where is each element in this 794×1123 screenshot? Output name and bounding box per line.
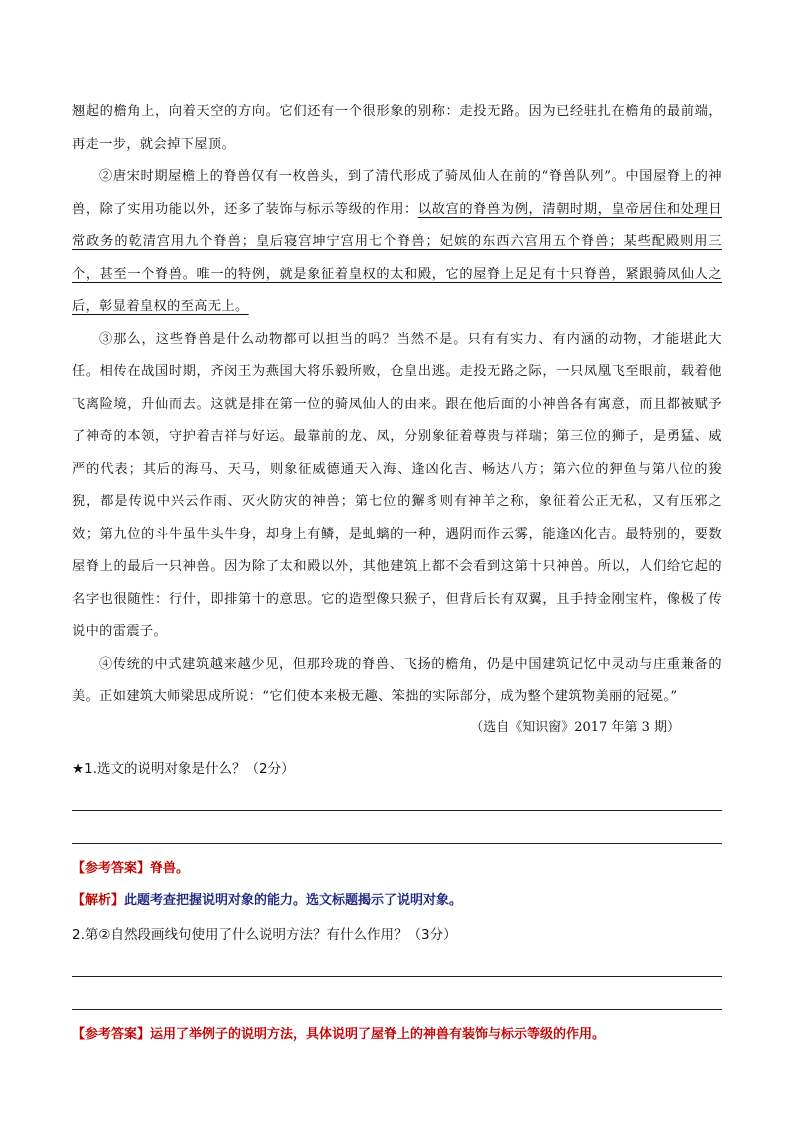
passage-paragraph-3: ③那么，这些脊兽是什么动物都可以担当的吗？当然不是。只有有实力、有内涵的动物，才能堪此大任。相传在战国时期，齐闵王为燕国大将乐毅所败，仓皇出逃。走投无路之际，一只凤凰飞至眼前，载着他飞离险境，升仙而去。这就是排在第一位的骑凤仙人的由来。跟在他后面的小神兽各有寓意，而且都被赋予了神奇的本领，守护着吉祥与好运。最靠前的龙、凤，分别象征着尊贵与祥瑞；第三位的狮子，是勇猛、威严的代表；其后的海马、天马，则象征威德通天入海、逢凶化吉、畅达八方；第六位的狎鱼与第八位的狻猊，都是传说中兴云作雨、灭火防灾的神兽；第七位的獬豸则有神羊之称，象征着公正无私，又有压邪之效；第九位的斗牛虽牛头牛身，却身上有鳞，是虬螭的一种，遇阴而作云雾，能逢凶化吉。最特别的，要数屋脊上的最后一只神兽。因为除了太和殿以外，其他建筑上都不会看到这第十只神兽。所以，人们给它起的名字也很随性：行什，即排第十的意思。它的造型像只猴子，但背后长有双翼，且手持金刚宝杵，像极了传说中的雷震子。 — [72, 331, 722, 639]
answer-line[interactable] — [72, 977, 722, 1010]
analysis-text: 此题考查把握说明对象的能力。选文标题揭示了说明对象。 — [124, 892, 463, 908]
answer-text: 脊兽。 — [150, 860, 190, 876]
answer-line[interactable] — [72, 811, 722, 844]
passage-paragraph-4: ④传统的中式建筑越来越少见，但那玲珑的脊兽、飞扬的檐角，仍是中国建筑记忆中灵动与庄重兼备的美。正如建筑大师梁思成所说：“它们使本来极无趣、笨拙的实际部分，成为整个建筑物美丽的冠冕。” — [72, 656, 722, 704]
answer-line[interactable] — [72, 950, 722, 977]
answer-tag: 【参考答案】 — [72, 860, 151, 876]
source-citation: （选自《知识窗》2017 年第 3 期） — [470, 719, 680, 735]
passage-paragraph-2 — [72, 161, 722, 324]
analysis-tag: 【解析】 — [72, 892, 125, 908]
reference-answer-1 — [72, 858, 722, 880]
reference-answer-2 — [72, 1024, 722, 1046]
document-page — [72, 96, 722, 1046]
analysis-1 — [72, 890, 722, 912]
answer-text: 运用了举例子的说明方法，具体说明了屋脊上的神兽有装饰与标示等级的作用。 — [150, 1026, 606, 1042]
paragraph-2-intro: ②唐宋时期屋檐上的脊兽仅有一枚兽头，到了清代形成了骑凤仙人在前的“脊兽队列”。中国屋脊上的神兽，除了实用功能以外，还多了装饰与标示等级的作用： — [72, 169, 722, 217]
question-2: 2.第②自然段画线句使用了什么说明方法？有什么作用？（3分） — [72, 926, 457, 943]
answer-tag: 【参考答案】 — [72, 1026, 151, 1042]
question-1: ★1.选文的说明对象是什么？（2分） — [72, 760, 295, 777]
passage-paragraph-1-continued: 翘起的檐角上，向着天空的方向。它们还有一个很形象的别称：走投无路。因为已经驻扎在檐角的最前端，再走一步，就会掉下屋顶。 — [72, 104, 722, 152]
underlined-sentence: 以故宫的脊兽为例，清朝时期，皇帝居住和处理日常政务的乾清宫用九个脊兽；皇后寝宫坤宁宫用七个脊兽；妃嫔的东西六宫用五个脊兽；某些配殿则用三个，甚至一个脊兽。唯一的特例，就是象征着皇权的太和殿，它的屋脊上足足有十只脊兽，紧跟骑凤仙人之后，彰显着皇权的至高无上。 — [72, 201, 722, 314]
answer-line[interactable] — [72, 784, 722, 811]
